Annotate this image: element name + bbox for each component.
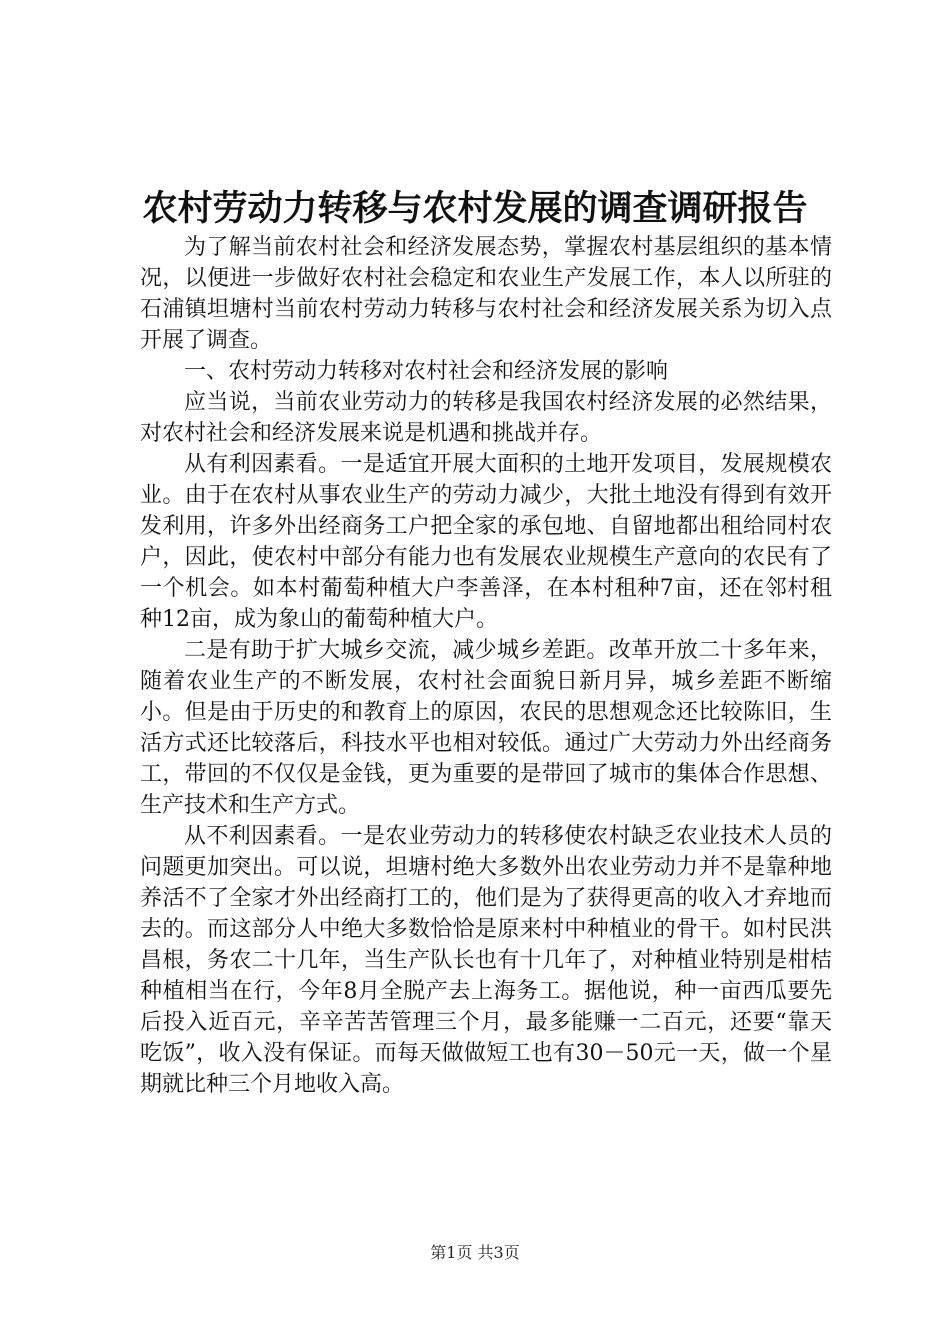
paragraph-advantages-1: 从有利因素看。一是适宜开展大面积的土地开发项目，发展规模农业。由于在农村从事农业生产的劳动力减少，大批土地没有得到有效开发利用，许多外出经商务工户把全家的承包地、自留地都出租给同村农户，因此，使农村中部分有能力也有发展农业规模生产意向的农民有了一个机会。如本村葡萄种植大户李善泽，在本村租种7亩，还在邻村租种12亩，成为象山的葡萄种植大户。 <box>140 452 832 632</box>
paragraph-intro: 为了解当前农村社会和经济发展态势，掌握农村基层组织的基本情况，以便进一步做好农村社会稳定和农业生产发展工作，本人以所驻的石浦镇坦塘村当前农村劳动力转移与农村社会和经济发展关系为切入点开展了调查。 <box>140 235 832 353</box>
document-title: 农村劳动力转移与农村发展的调查调研报告 <box>142 188 808 229</box>
document-body <box>140 232 832 1100</box>
paragraph-disadvantages-1: 从不利因素看。一是农业劳动力的转移使农村缺乏农业技术人员的问题更加突出。可以说，坦塘村绝大多数外出农业劳动力并不是靠种地养活不了全家才外出经商打工的，他们是为了获得更高的收入才弃地而去的。而这部分人中绝大多数恰恰是原来村中种植业的骨干。如村民洪昌根，务农二十几年，当生产队长也有十几年了，对种植业特别是柑桔种植相当在行，今年8月全脱产去上海务工。据他说，种一亩西瓜要先后投入近百元，辛辛苦苦管理三个月，最多能赚一二百元，还要“靠天吃饭”，收入没有保证。而每天做做短工也有30－50元一天，做一个星期就比种三个月地收入高。 <box>140 824 832 1097</box>
paragraph-overview: 应当说，当前农业劳动力的转移是我国农村经济发展的必然结果，对农村社会和经济发展来说是机遇和挑战并存。 <box>140 390 832 446</box>
paragraph-advantages-2: 二是有助于扩大城乡交流，减少城乡差距。改革开放二十多年来，随着农业生产的不断发展，农村社会面貌日新月异，城乡差距不断缩小。但是由于历史的和教育上的原因，农民的思想观念还比较陈旧，生活方式还比较落后，科技水平也相对较低。通过广大劳动力外出经商务工，带回的不仅仅是金钱，更为重要的是带回了城市的集体合作思想、生产技术和生产方式。 <box>140 638 832 818</box>
section-heading: 一、农村劳动力转移对农村社会和经济发展的影响 <box>184 359 669 384</box>
page-footer: 第1页 共3页 <box>430 1243 520 1262</box>
